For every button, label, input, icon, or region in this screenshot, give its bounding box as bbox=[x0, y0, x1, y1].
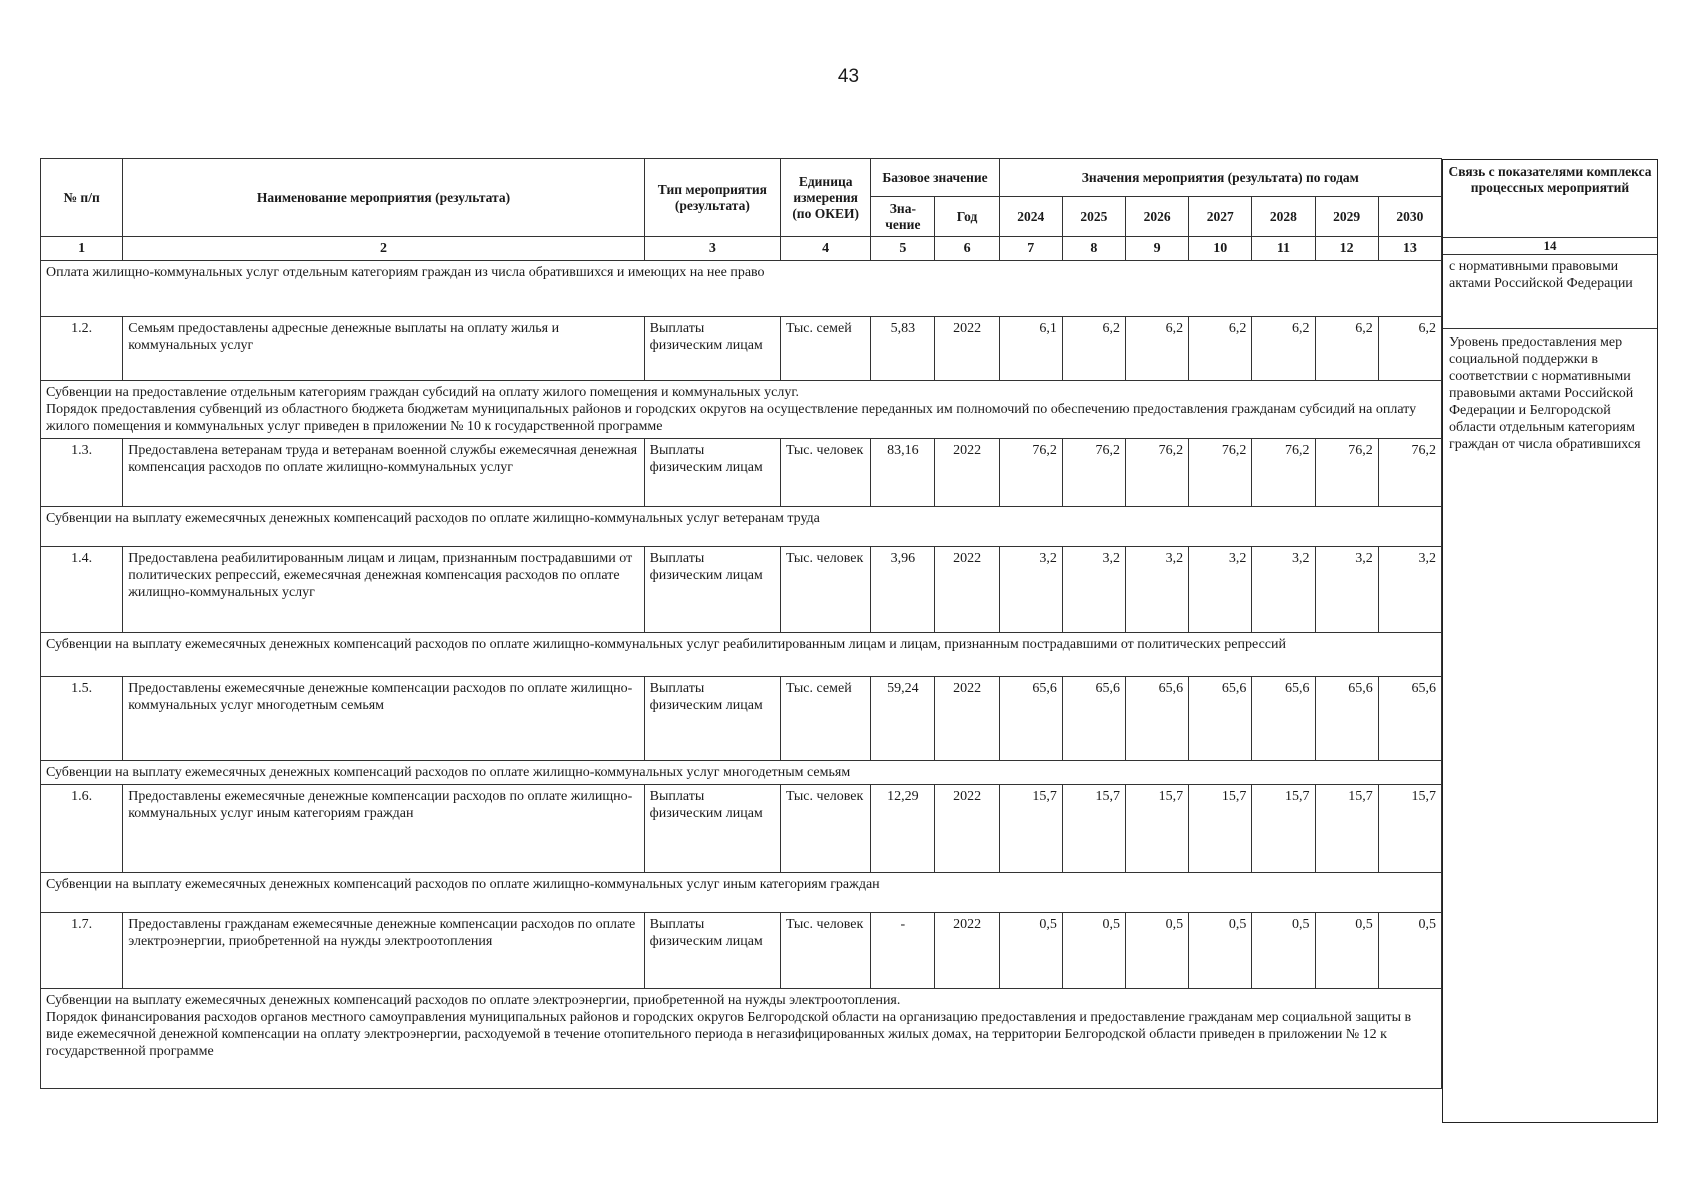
row-note: Субвенции на предоставление отдельным категориям граждан субсидий на оплату жилого помещения и коммунальных услуг. Порядок предоставления субвенций из областного бюджета бюджетам муниципальных районов и городских округов на осуществление переданных им полномочий по обеспечению предоставления гражданам субсидий на оплату жилого помещения и коммунальных услуг приведен в приложении № 10 к государственной программе bbox=[41, 381, 1442, 439]
row-value: 6,2 bbox=[1126, 317, 1189, 381]
row-base-value: 5,83 bbox=[871, 317, 935, 381]
row-base-value: 12,29 bbox=[871, 785, 935, 873]
column-number: 14 bbox=[1443, 238, 1657, 255]
row-value: 76,2 bbox=[1062, 439, 1125, 507]
column-number: 10 bbox=[1189, 237, 1252, 261]
row-note: Субвенции на выплату ежемесячных денежных компенсаций расходов по оплате электроэнергии, приобретенной на нужды электроотопления. Порядок финансирования расходов органов местного самоуправления муниципальных районов и городских округов Белгородской области на организацию предоставления и предоставление гражданам мер социальной защиты в виде ежемесячной денежной компенсации на оплату электроэнергии, расходуемой в течение отопительного периода в негазифицированных жилых домах, на территории Белгородской области приведен в приложении № 12 к государственной программе bbox=[41, 989, 1442, 1089]
row-unit: Тыс. человек bbox=[781, 547, 871, 633]
row-value: 3,2 bbox=[1252, 547, 1315, 633]
row-value: 76,2 bbox=[1252, 439, 1315, 507]
row-value: 0,5 bbox=[1315, 913, 1378, 989]
row-value: 65,6 bbox=[1315, 677, 1378, 761]
row-value: 65,6 bbox=[999, 677, 1062, 761]
row-name: Предоставлены ежемесячные денежные компенсации расходов по оплате жилищно-коммунальных услуг иным категориям граждан bbox=[123, 785, 644, 873]
link-column bbox=[1442, 159, 1658, 1123]
row-value: 0,5 bbox=[1126, 913, 1189, 989]
column-number: 7 bbox=[999, 237, 1062, 261]
row-type: Выплаты физическим лицам bbox=[644, 439, 780, 507]
row-value: 6,1 bbox=[999, 317, 1062, 381]
row-unit: Тыс. семей bbox=[781, 677, 871, 761]
row-value: 6,2 bbox=[1189, 317, 1252, 381]
header-year: 2030 bbox=[1378, 197, 1441, 237]
row-type: Выплаты физическим лицам bbox=[644, 677, 780, 761]
row-number: 1.3. bbox=[41, 439, 123, 507]
header-year: 2025 bbox=[1062, 197, 1125, 237]
row-value: 3,2 bbox=[1189, 547, 1252, 633]
row-unit: Тыс. человек bbox=[781, 785, 871, 873]
row-value: 76,2 bbox=[1315, 439, 1378, 507]
row-value: 65,6 bbox=[1189, 677, 1252, 761]
header-base: Базовое значение bbox=[871, 159, 999, 197]
row-number: 1.2. bbox=[41, 317, 123, 381]
row-value: 0,5 bbox=[1378, 913, 1441, 989]
row-value: 65,6 bbox=[1126, 677, 1189, 761]
row-number: 1.5. bbox=[41, 677, 123, 761]
column-number: 4 bbox=[781, 237, 871, 261]
column-number: 1 bbox=[41, 237, 123, 261]
row-value: 3,2 bbox=[1315, 547, 1378, 633]
row-value: 15,7 bbox=[1126, 785, 1189, 873]
header-type: Тип мероприятия (результата) bbox=[644, 159, 780, 237]
row-unit: Тыс. семей bbox=[781, 317, 871, 381]
row-value: 15,7 bbox=[1378, 785, 1441, 873]
row-value: 3,2 bbox=[1062, 547, 1125, 633]
header-year: 2029 bbox=[1315, 197, 1378, 237]
row-value: 6,2 bbox=[1252, 317, 1315, 381]
column-number: 6 bbox=[935, 237, 999, 261]
link-divider bbox=[1443, 328, 1657, 329]
header-year: 2027 bbox=[1189, 197, 1252, 237]
link-text-main: Уровень предоставления мер социальной поддержки в соответствии с нормативными правовыми актами Российской Федерации и Белгородской области отдельным категориям граждан от числа обратившихся bbox=[1449, 335, 1641, 452]
row-value: 76,2 bbox=[1126, 439, 1189, 507]
page-number: 43 bbox=[837, 66, 860, 87]
header-year: 2028 bbox=[1252, 197, 1315, 237]
row-base-value: 83,16 bbox=[871, 439, 935, 507]
section-title: Оплата жилищно-коммунальных услуг отдельным категориям граждан из числа обратившихся и имеющих на нее право bbox=[41, 261, 1442, 317]
column-number: 5 bbox=[871, 237, 935, 261]
row-name: Предоставлена ветеранам труда и ветеранам военной службы ежемесячная денежная компенсация расходов по оплате жилищно-коммунальных услуг bbox=[123, 439, 644, 507]
row-value: 3,2 bbox=[1126, 547, 1189, 633]
header-years-group: Значения мероприятия (результата) по годам bbox=[999, 159, 1441, 197]
row-type: Выплаты физическим лицам bbox=[644, 317, 780, 381]
row-value: 0,5 bbox=[1252, 913, 1315, 989]
row-value: 6,2 bbox=[1378, 317, 1441, 381]
row-value: 76,2 bbox=[1378, 439, 1441, 507]
row-base-year: 2022 bbox=[935, 677, 999, 761]
row-value: 15,7 bbox=[999, 785, 1062, 873]
row-note: Субвенции на выплату ежемесячных денежных компенсаций расходов по оплате жилищно-коммунальных услуг иным категориям граждан bbox=[41, 873, 1442, 913]
header-year: 2026 bbox=[1126, 197, 1189, 237]
row-value: 0,5 bbox=[1189, 913, 1252, 989]
row-number: 1.7. bbox=[41, 913, 123, 989]
row-number: 1.4. bbox=[41, 547, 123, 633]
header-unit: Единица измерения (по ОКЕИ) bbox=[781, 159, 871, 237]
column-number: 8 bbox=[1062, 237, 1125, 261]
row-base-value: - bbox=[871, 913, 935, 989]
row-unit: Тыс. человек bbox=[781, 913, 871, 989]
row-value: 0,5 bbox=[1062, 913, 1125, 989]
column-number: 2 bbox=[123, 237, 644, 261]
header-base-value: Зна-чение bbox=[871, 197, 935, 237]
row-value: 15,7 bbox=[1252, 785, 1315, 873]
row-base-year: 2022 bbox=[935, 547, 999, 633]
row-type: Выплаты физическим лицам bbox=[644, 785, 780, 873]
document-table-area bbox=[40, 158, 1660, 1158]
row-value: 3,2 bbox=[999, 547, 1062, 633]
column-number: 11 bbox=[1252, 237, 1315, 261]
row-value: 3,2 bbox=[1378, 547, 1441, 633]
row-value: 65,6 bbox=[1378, 677, 1441, 761]
row-name: Семьям предоставлены адресные денежные выплаты на оплату жилья и коммунальных услуг bbox=[123, 317, 644, 381]
row-number: 1.6. bbox=[41, 785, 123, 873]
row-value: 65,6 bbox=[1062, 677, 1125, 761]
row-name: Предоставлены гражданам ежемесячные денежные компенсации расходов по оплате электроэнергии, приобретенной на нужды электроотопления bbox=[123, 913, 644, 989]
row-note: Субвенции на выплату ежемесячных денежных компенсаций расходов по оплате жилищно-коммунальных услуг реабилитированным лицам и лицам, признанным пострадавшими от политических репрессий bbox=[41, 633, 1442, 677]
row-value: 6,2 bbox=[1315, 317, 1378, 381]
row-value: 76,2 bbox=[1189, 439, 1252, 507]
row-name: Предоставлены ежемесячные денежные компенсации расходов по оплате жилищно-коммунальных услуг многодетным семьям bbox=[123, 677, 644, 761]
column-number: 13 bbox=[1378, 237, 1441, 261]
row-value: 0,5 bbox=[999, 913, 1062, 989]
row-name: Предоставлена реабилитированным лицам и лицам, признанным пострадавшими от политических репрессий, ежемесячная денежная компенсация расходов по оплате жилищно-коммунальных услуг bbox=[123, 547, 644, 633]
row-base-value: 59,24 bbox=[871, 677, 935, 761]
header-name: Наименование мероприятия (результата) bbox=[123, 159, 644, 237]
row-type: Выплаты физическим лицам bbox=[644, 913, 780, 989]
column-number: 3 bbox=[644, 237, 780, 261]
header-link: Связь с показателями комплекса процессных мероприятий bbox=[1443, 160, 1657, 238]
link-text-top: с нормативными правовыми актами Российской Федерации bbox=[1449, 259, 1633, 291]
row-base-year: 2022 bbox=[935, 439, 999, 507]
row-type: Выплаты физическим лицам bbox=[644, 547, 780, 633]
row-value: 15,7 bbox=[1062, 785, 1125, 873]
row-value: 6,2 bbox=[1062, 317, 1125, 381]
header-year: 2024 bbox=[999, 197, 1062, 237]
row-value: 76,2 bbox=[999, 439, 1062, 507]
column-number: 12 bbox=[1315, 237, 1378, 261]
row-base-year: 2022 bbox=[935, 913, 999, 989]
row-note: Субвенции на выплату ежемесячных денежных компенсаций расходов по оплате жилищно-коммунальных услуг ветеранам труда bbox=[41, 507, 1442, 547]
header-num: № п/п bbox=[41, 159, 123, 237]
row-note: Субвенции на выплату ежемесячных денежных компенсаций расходов по оплате жилищно-коммунальных услуг многодетным семьям bbox=[41, 761, 1442, 785]
row-value: 15,7 bbox=[1315, 785, 1378, 873]
row-base-year: 2022 bbox=[935, 317, 999, 381]
header-base-year: Год bbox=[935, 197, 999, 237]
row-value: 15,7 bbox=[1189, 785, 1252, 873]
row-base-year: 2022 bbox=[935, 785, 999, 873]
row-value: 65,6 bbox=[1252, 677, 1315, 761]
column-number: 9 bbox=[1126, 237, 1189, 261]
row-base-value: 3,96 bbox=[871, 547, 935, 633]
row-unit: Тыс. человек bbox=[781, 439, 871, 507]
activities-table bbox=[40, 158, 1442, 1089]
